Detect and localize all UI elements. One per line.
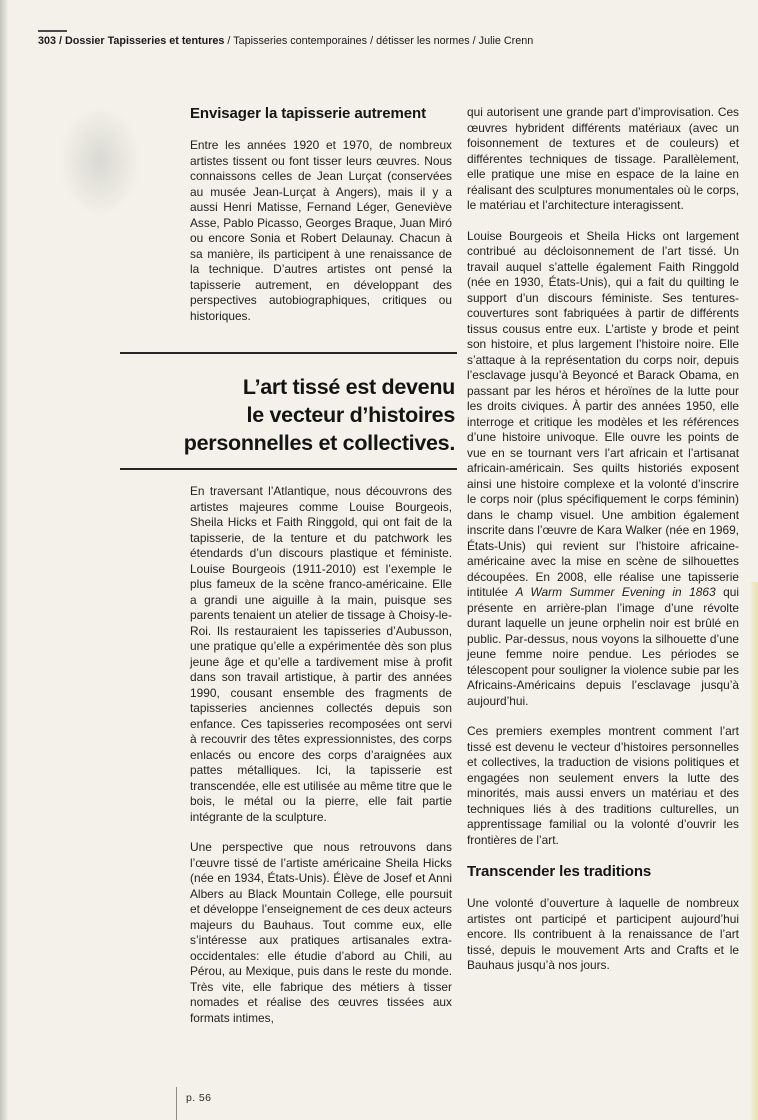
pull-quote-line-1: L’art tissé est devenu (242, 375, 455, 399)
section-heading-transcender: Transcender les traditions (467, 863, 652, 880)
pull-quote-line-3: personnelles et collectives. (183, 431, 455, 455)
header-subtitle: / Tapisseries contemporaines / détisser les normes / Julie Crenn (224, 35, 534, 47)
article-body (183, 105, 739, 1041)
paragraph-synthese: Ces premiers exemples montrent comment l’art tissé est devenu le vecteur d’histoires personnelles et collectives, la traduction de visions politiques et engagées non seulement envers la lutte des minorités, mais aussi envers un matériau et des techniques liés à des traditions culturelles, un apprentissage familial ou la volonté d’ouvrir les frontières de l’art. (467, 724, 739, 847)
paragraph-conclusion: Une volonté d’ouverture à laquelle de nombreux artistes ont participé et participent aujourd’hui encore. Ils contribuent à la renaissance de l’art tissé, depuis le mouvement Arts and Crafts et le Bauhaus jusqu’à nos jours. (467, 896, 739, 972)
section-heading-envisager: Envisager la tapisserie autrement (190, 105, 426, 122)
right-column (467, 105, 739, 1041)
pull-quote-line-2: le vecteur d’histoires (246, 403, 455, 427)
paragraph-ringgold-walker (467, 229, 739, 710)
footer-vertical-rule (176, 1087, 177, 1120)
page-number-overline (38, 30, 67, 32)
paragraph-run-before: Louise Bourgeois et Sheila Hicks ont largement contribué au décloisonnement de l’art tissé. Un travail auquel s’attelle également Faith Ringgold (née en 1930, États-Unis), qui a fait du quilting le support d’un discours féministe. Ses tentures-couvertures sont fabriquées à partir de différents tissus cousus entre eux. L’artiste y brode et peint son histoire, et plus largement l’histoire noire. Elle s’attaque à la représentation du corps noir, depuis l’esclavage jusqu’à Beyoncé et Barack Obama, en passant par les héros et héroïnes de la lutte pour les droits civiques. À partir des années 1950, elle interroge et critique les modèles et les références d’une histoire univoque. Elle ouvre les points de vue en se tournant vers l’art africain et l’artisanat africain-américain. Ses quilts historiés exposent ainsi une histoire complexe et la volonté d’inscrire le corps noir (plus spécifiquement le corps féminin) dans le champ visuel. Une ambition également inscrite dans l’œuvre de Kara Walker (née en 1969, États-Unis) qui revient sur l’histoire africaine-américaine avec la mise en scène de silhouettes découpées. En 2008, elle réalise une tapisserie intitulée (467, 228, 739, 599)
artwork-title: A Warm Summer Evening in 1863 (515, 585, 716, 599)
running-header (38, 35, 533, 47)
page-footer (176, 1087, 296, 1120)
header-dossier-title: / Dossier Tapisseries et tentures (56, 35, 225, 47)
paragraph-intro: Entre les années 1920 et 1970, de nombreux artistes tissent ou font tisser leurs œuvres. Nous connaissons celles de Jean Lurçat (conservées au musée Jean-Lurçat à Angers), mais il y a aussi Henri Matisse, Fernand Léger, Geneviève Asse, Pablo Picasso, Georges Braque, Juan Miró ou encore Sonia et Robert Delaunay. Chacun à sa manière, ils participent à une renaissance de la technique. D’autres artistes ont pensé la tapisserie autrement, en développant des perspectives autobiographiques, critiques ou historiques. (190, 138, 452, 323)
scan-left-edge-shadow (0, 0, 10, 1120)
pull-quote (120, 352, 457, 470)
header-page-number: 303 (38, 35, 57, 47)
paragraph-hicks: Une perspective que nous retrouvons dans l’œuvre tissé de l’artiste américaine Sheila Hicks (née en 1934, États-Unis). Élève de Josef et Anni Albers au Black Mountain College, elle poursuit et développe l’enseignement de ces deux acteurs majeurs du Bauhaus. Tout comme eux, elle s’intéresse aux pratiques artisanales extra-occidentales: elle étudie d’abord au Chili, au Pérou, au Mexique, puis dans le reste du monde. Très vite, elle fabrique des métiers à tisser nomades et réalise des œuvres tissées aux formats intimes, (190, 840, 452, 1025)
page-label: p. 56 (186, 1092, 212, 1104)
paragraph-run-after: qui présente en arrière-plan l’image d’une révolte durant laquelle un jeune orphelin noir est brûlé en public. Par-dessus, nous voyons la silhouette d’une jeune femme noire pendue. Les périodes se télescopent pour souligner la violence subie par les Africains-Américains depuis l’esclavage jusqu’à aujourd’hui. (467, 585, 739, 708)
left-column (183, 105, 455, 1041)
scan-right-edge-tint (749, 582, 758, 1120)
scan-smudge (60, 106, 140, 216)
paragraph-hicks-continued: qui autorisent une grande part d’improvisation. Ces œuvres hybrident différents matériaux (avec un foisonnement de textures et de couleurs) et différentes techniques de tissage. Parallèlement, elle pratique une mise en espace de la laine en réalisant des sculptures monumentales où le corps, le matériau et l’architecture interagissent. (467, 105, 739, 212)
paragraph-bourgeois: En traversant l’Atlantique, nous découvrons des artistes majeures comme Louise Bourgeois, Sheila Hicks et Faith Ringgold, qui ont fait de la tapisserie, de la tenture et du patchwork les étendards d’un discours plastique et féministe. Louise Bourgeois (1911-2010) est l’exemple le plus fameux de la scène franco-américaine. Elle a grandi une aiguille à la main, puisque ses parents tenaient un atelier de tissage à Choisy-le-Roi. Ils restauraient les tapisseries d’Aubusson, une pratique qu’elle a expérimentée dès son plus jeune âge et qu’elle a tardivement mise à profit dans son travail artistique, à partir des années 1990, cousant ensemble des fragments de tapisseries anciennes collectés depuis son enfance. Ces tapisseries recomposées ont servi à recouvrir des têtes expressionnistes, des corps enlacés ou encore des corps d’araignées aux pattes métalliques. Ici, la tapisserie est transcendée, elle est utilisée au même titre que le bois, le métal ou la pierre, elle fait partie intégrante de la sculpture. (190, 484, 452, 824)
